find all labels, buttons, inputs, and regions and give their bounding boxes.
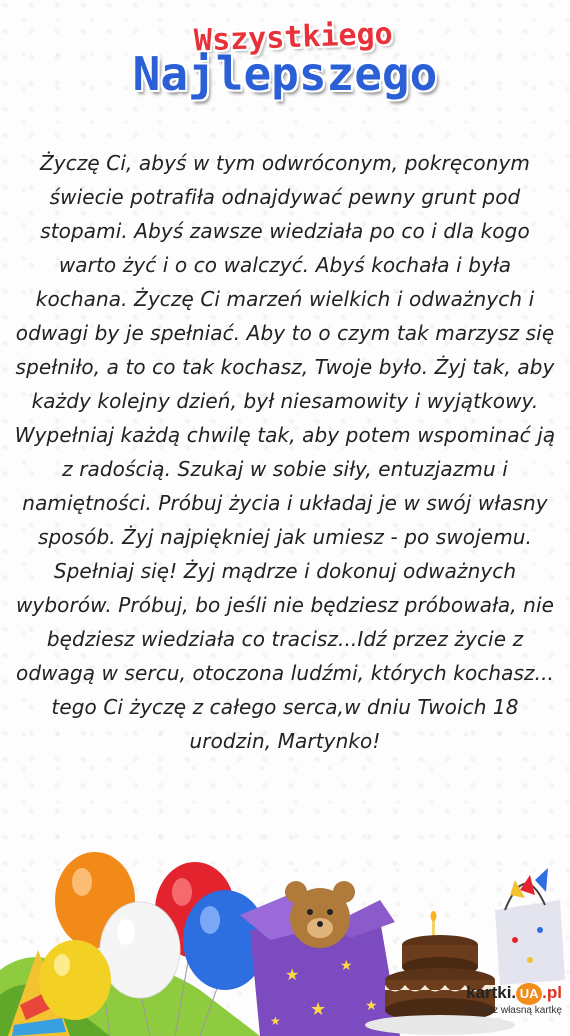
gift-bag-icon <box>495 868 565 985</box>
title-top-text: Wszystkiego <box>193 16 393 59</box>
svg-text:★: ★ <box>310 999 327 1020</box>
logo-brand-text: kartki. <box>466 983 517 1002</box>
svg-text:★: ★ <box>270 1014 281 1028</box>
kartki-logo[interactable] <box>452 982 562 1030</box>
logo-brand <box>452 982 562 1005</box>
svg-text:★: ★ <box>365 998 378 1014</box>
message-paragraph-2: Wypełniaj każdą chwilę tak, aby potem wspominać ją z radością. Szukaj w sobie siły, entuzjazmu i namiętności. Próbuj życia i układaj je w swój własny sposób. Żyj najpiękniej jak umiesz - po swojemu. Spełniaj się! Żyj mądrze i dokonuj odważnych wyborów. Próbuj, bo jeśli nie będziesz próbowała, nie będziesz wiedziała co tracisz...Idź przez życie z odwagą w sercu, otoczona ludźmi, których kochasz... tego Ci życzę z całego serca,w dniu Twoich 18 urodzin, Martynko! <box>14 423 556 753</box>
title-main-text: Najlepszego <box>132 47 438 101</box>
message-paragraph-1: Życzę Ci, abyś w tym odwróconym, pokręconym świecie potrafiła odnajdywać pewny grunt pod stopami. Abyś zawsze wiedziała po co i dla kogo warto żyć i o co walczyć. Abyś kochała i była kochana. Życzę Ci marzeń wielkich i odważnych i odwagi by je spełniać. Aby to o czym tak marzysz się spełniło, a to co tak kochasz, Twoje było. Żyj tak, aby każdy kolejny dzień, był niesamowity i wyjątkowy. <box>15 151 555 413</box>
svg-text:★: ★ <box>340 958 353 974</box>
card-title <box>0 16 570 101</box>
logo-tagline: Stwórz własną kartkę <box>467 1005 562 1016</box>
logo-badge: UA <box>516 983 542 1005</box>
svg-text:★: ★ <box>285 965 300 984</box>
logo-tld: .pl <box>542 983 562 1002</box>
balloon-icon <box>39 940 111 1020</box>
wishes-message <box>14 146 556 758</box>
